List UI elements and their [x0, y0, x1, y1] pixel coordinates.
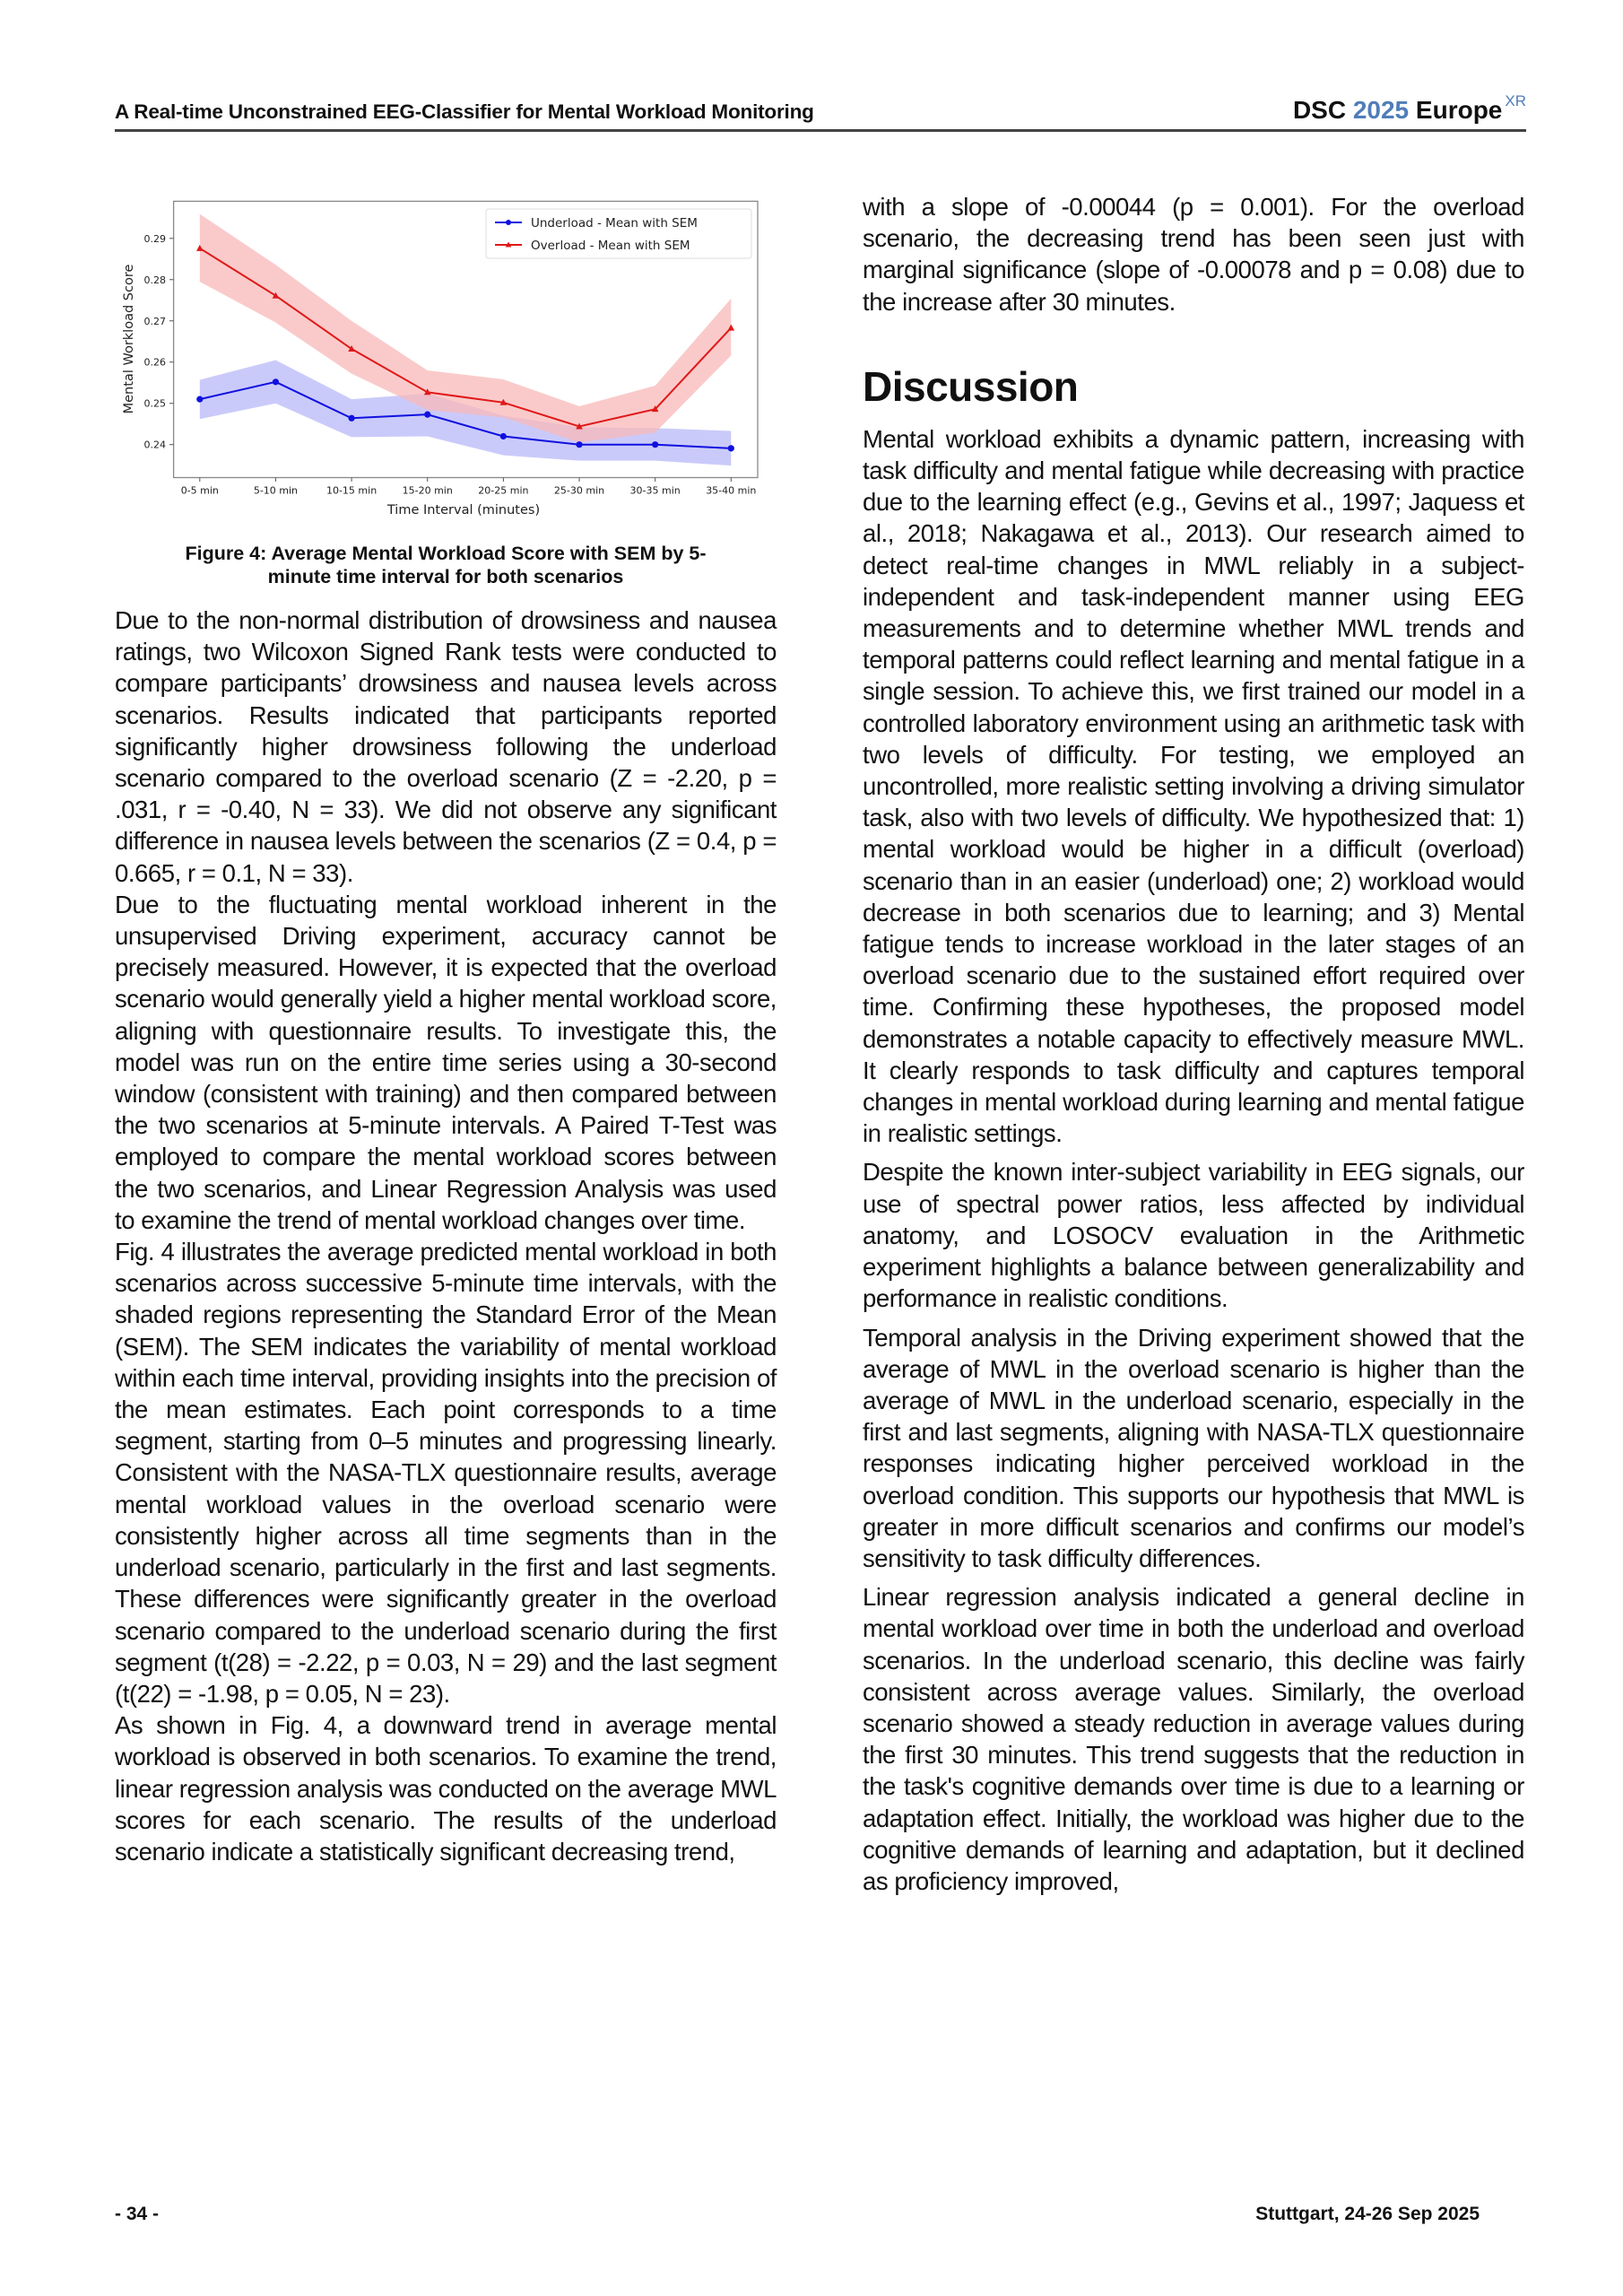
x-axis-label: Time Interval (minutes) — [386, 503, 541, 517]
data-point — [424, 412, 430, 418]
data-point — [652, 441, 658, 448]
figure-caption — [115, 542, 777, 588]
left-column — [115, 604, 777, 1867]
running-title: A Real-time Unconstrained EEG-Classifier for Mental Workload Monitoring — [115, 100, 814, 123]
paragraph-discussion-3: Temporal analysis in the Driving experiment showed that the average of MWL in the overload scenario is higher than the average of MWL in the underload scenario, especially in the first and last segments, aligning with NASA-TLX questionnaire responses indicating higher perceived workload in the overload condition. This supports our hypothesis that MWL is greater in more difficult scenarios and confirms our model’s sensitivity to task difficulty differences. — [863, 1323, 1524, 1572]
data-point — [576, 441, 582, 448]
svg-text:20-25 min: 20-25 min — [478, 484, 529, 497]
svg-text:15-20 min: 15-20 min — [402, 484, 453, 497]
conference-brand — [1293, 92, 1526, 125]
paragraph-discussion-2: Despite the known inter-subject variability in EEG signals, our use of spectral power ratios, less affected by individual anatomy, and LOSOCV evaluation in the Arithmetic experiment highlights a balance between generalizability and performance in realistic conditions. — [863, 1158, 1524, 1313]
svg-text:0-5 min: 0-5 min — [180, 484, 219, 497]
caption-line-2: minute time interval for both scenarios — [267, 566, 624, 587]
y-axis — [144, 233, 174, 451]
paragraph-drowsiness: Due to the non-normal distribution of drowsiness and nausea ratings, two Wilcoxon Signed Rank tests were conducted to compare participants’ drowsiness and nausea levels across scenarios. Results indicated that participants reported significantly higher drowsiness following the underload scenario compared to the overload scenario (Z = -2.20, p = .031, r = -0.40, N = 33). We did not observe any significant difference in nausea levels between the scenarios (Z = 0.4, p = 0.665, r = 0.1, N = 33). — [115, 606, 777, 887]
page-number: - 34 - — [115, 2204, 160, 2224]
svg-text:25-30 min: 25-30 min — [553, 484, 605, 497]
data-point — [728, 445, 734, 451]
svg-text:5-10 min: 5-10 min — [253, 484, 299, 497]
x-axis — [181, 478, 757, 497]
paragraph-driving-experiment: Due to the fluctuating mental workload inherent in the unsupervised Driving experiment, accuracy cannot be precisely measured. However, it is expected that the overload scenario would generally yield a higher mental workload score, aligning with questionnaire results. To investigate this, the model was run on the entire time series using a 30-second window (consistent with training) and then compared between the two scenarios at 5-minute intervals. A Paired T-Test was employed to compare the mental workload scores between the two scenarios, and Linear Regression Analysis was used to examine the trend of mental workload changes over time. — [115, 890, 777, 1234]
paragraph-continuation: with a slope of -0.00044 (p = 0.001). For the overload scenario, the decreasing trend has been seen just with marginal significance (slope of -0.00078 and p = 0.08) due to the increase after 30 minutes. — [863, 193, 1524, 316]
y-axis-label: Mental Workload Score — [122, 264, 136, 414]
footer-location-date: Stuttgart, 24-26 Sep 2025 — [1255, 2204, 1480, 2224]
brand-year: 2025 — [1352, 96, 1410, 124]
line-chart — [117, 193, 771, 529]
caption-line-1: Figure 4: Average Mental Workload Score with SEM by 5- — [185, 543, 707, 564]
paragraph-fig4-description: Fig. 4 illustrates the average predicted mental workload in both scenarios across successive 5-minute time intervals, with the shaded regions representing the Standard Error of the Mean (SEM). The SEM indicates the variability of mental workload within each time interval, providing insights into the precision of the mean estimates. Each point corresponds to a time segment, starting from 0–5 minutes and progressing linearly. Consistent with the NASA-TLX questionnaire results, average mental workload values in the overload scenario were consistently higher across all time segments than in the underload scenario, particularly in the first and last segments. These differences were significantly greater in the overload scenario compared to the underload scenario during the first segment (t(28) = -2.22, p = 0.03, N = 29) and the last segment (t(22) = -1.98, p = 0.05, N = 23). — [115, 1238, 777, 1708]
legend-label: Underload - Mean with SEM — [531, 216, 698, 230]
right-column — [863, 191, 1524, 1897]
chart-legend — [486, 209, 751, 258]
svg-text:35-40 min: 35-40 min — [706, 484, 757, 497]
brand-suffix: Europe — [1409, 96, 1503, 124]
svg-text:0.27: 0.27 — [143, 315, 166, 327]
svg-text:10-15 min: 10-15 min — [325, 484, 378, 497]
svg-text:0.26: 0.26 — [143, 356, 166, 369]
paragraph-downward-trend: As shown in Fig. 4, a downward trend in average mental workload is observed in both scenarios. To examine the trend, linear regression analysis was conducted on the average MWL scores for each scenario. The results of the underload scenario indicate a statistically significant decreasing trend, — [115, 1711, 777, 1866]
svg-text:0.29: 0.29 — [143, 232, 166, 245]
page-header — [115, 90, 1526, 132]
brand-prefix: DSC — [1292, 96, 1353, 124]
data-point — [500, 433, 507, 439]
paragraph-discussion-4: Linear regression analysis indicated a general decline in mental workload over time in both the underload and overload scenarios. In the underload scenario, this decline was fairly consistent across average values. Similarly, the overload scenario showed a steady reduction in average values during the first 30 minutes. This trend suggests that the reduction in the task's cognitive demands over time is due to a learning or adaptation effect. Initially, the workload was higher due to the cognitive demands of learning and adaptation, but it declined as proficiency improved, — [863, 1583, 1524, 1895]
svg-text:0.25: 0.25 — [143, 397, 166, 410]
svg-text:0.24: 0.24 — [143, 439, 166, 451]
paragraph-discussion-1: Mental workload exhibits a dynamic pattern, increasing with task difficulty and mental fatigue while decreasing with practice due to the learning effect (e.g., Gevins et al., 1997; Jaquess et al., 2018; Nakagawa et al., 2013). Our research aimed to detect real-time changes in MWL reliably in a subject-independent and task-independent manner using EEG measurements and to determine whether MWL trends and temporal patterns could reflect learning and mental fatigue in a single session. To achieve this, we first trained our model in a controlled laboratory environment using an arithmetic task with two levels of difficulty. For testing, we employed an uncontrolled, more realistic setting involving a driving simulator task, also with two levels of difficulty. We hypothesized that: 1) mental workload would be higher in a difficult (overload) scenario than in an easier (underload) one; 2) workload would decrease in both scenarios due to learning; and 3) Mental fatigue tends to increase workload in the later stages of an overload scenario due to the sustained effort required over time. Confirming these hypotheses, the proposed model demonstrates a notable capacity to effectively measure MWL. It clearly responds to task difficulty and captures temporal changes in mental workload during learning and mental fatigue in realistic settings. — [863, 424, 1524, 1148]
data-point — [273, 378, 279, 385]
legend-label: Overload - Mean with SEM — [531, 239, 690, 253]
data-point — [348, 415, 354, 422]
brand-superscript: XR — [1505, 92, 1526, 109]
svg-text:30-35 min: 30-35 min — [629, 484, 681, 497]
section-heading-discussion: Discussion — [863, 362, 1079, 410]
data-point — [196, 396, 203, 403]
figure-4-chart — [117, 193, 771, 529]
svg-text:0.28: 0.28 — [143, 274, 166, 286]
